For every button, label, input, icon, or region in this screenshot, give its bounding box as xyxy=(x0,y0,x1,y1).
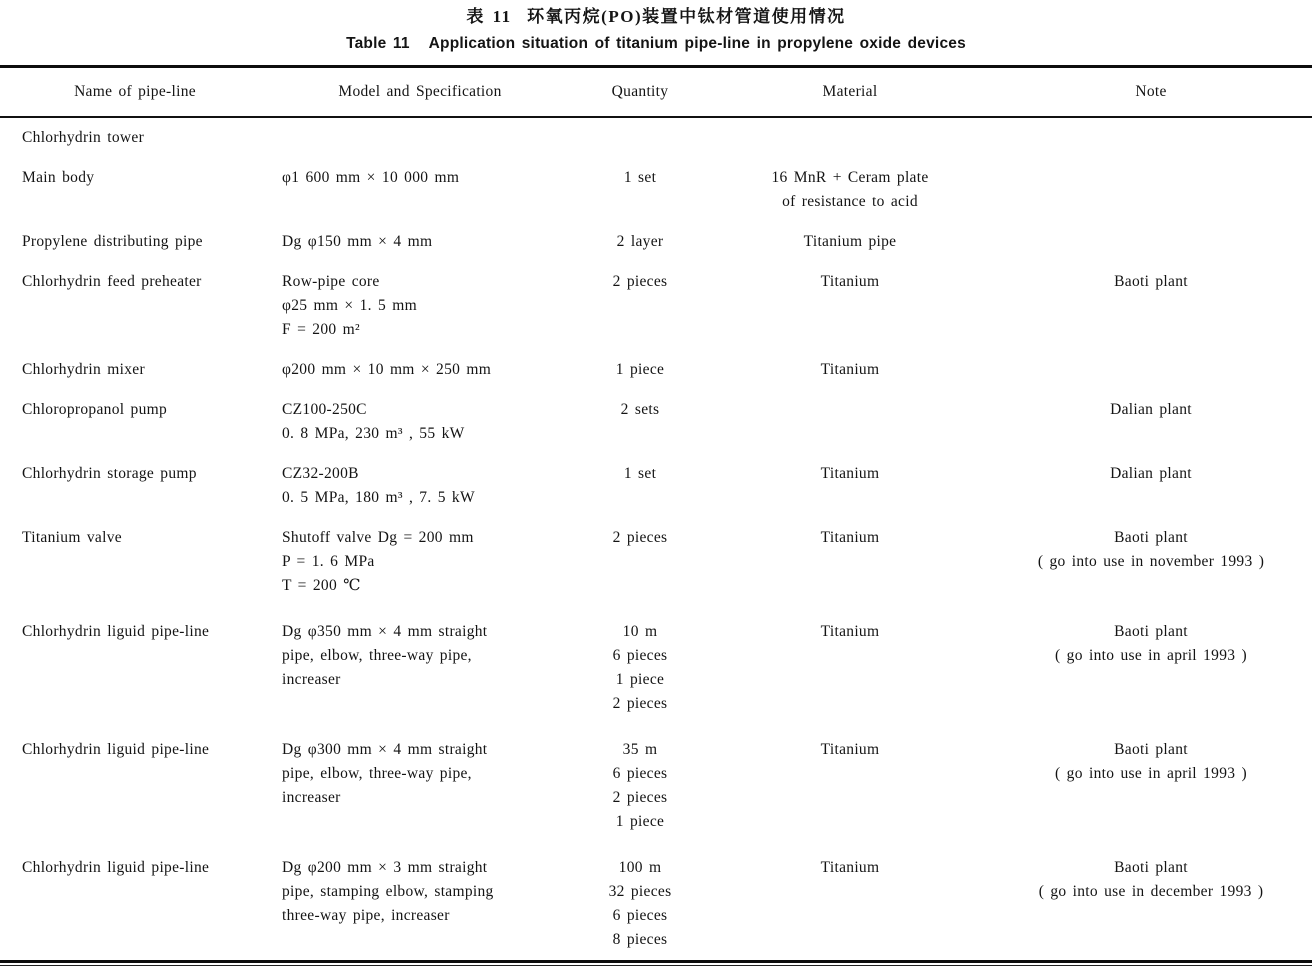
table-header-row xyxy=(0,68,1312,118)
cell-line: Titanium xyxy=(820,529,880,546)
table-title-en: Table 11 Application situation of titanium pipe-line in propylene oxide devices xyxy=(346,35,966,52)
cell-line: Baoti plant xyxy=(1114,741,1188,758)
cell-material xyxy=(710,398,990,446)
cell-line: φ25 mm × 1. 5 mm xyxy=(282,297,417,314)
cell-line: Titanium xyxy=(820,273,880,290)
cell-note xyxy=(990,526,1312,598)
cell-line: Shutoff valve Dg = 200 mm xyxy=(282,529,474,546)
cell-quantity xyxy=(570,738,710,834)
cell-name xyxy=(0,230,270,254)
cell-line: Dg φ200 mm × 3 mm straight xyxy=(282,859,488,876)
cell-note xyxy=(990,230,1312,254)
cell-line: F = 200 m² xyxy=(282,321,360,338)
cell-quantity xyxy=(570,126,710,150)
cell-line: 1 set xyxy=(623,169,657,186)
table-row xyxy=(0,518,1312,606)
cell-line: Propylene distributing pipe xyxy=(22,233,203,250)
cell-material xyxy=(710,230,990,254)
cell-line: increaser xyxy=(282,789,341,806)
cell-quantity xyxy=(570,166,710,214)
cell-line: Chlorhydrin mixer xyxy=(22,361,145,378)
column-header-model: Model and Specification xyxy=(338,83,502,100)
cell-name xyxy=(0,462,270,510)
cell-line: 6 pieces xyxy=(612,907,668,924)
table-row xyxy=(0,724,1312,842)
cell-line: 8 pieces xyxy=(612,931,668,948)
cell-line: Titanium xyxy=(820,859,880,876)
cell-name xyxy=(0,126,270,150)
cell-quantity xyxy=(570,358,710,382)
cell-line: Chlorhydrin feed preheater xyxy=(22,273,202,290)
cell-line: 2 sets xyxy=(620,401,660,418)
cell-model xyxy=(270,126,570,150)
cell-name xyxy=(0,270,270,342)
cell-line: Row-pipe core xyxy=(282,273,380,290)
cell-line: 6 pieces xyxy=(612,647,668,664)
column-header-name: Name of pipe-line xyxy=(74,83,196,100)
cell-line: 2 pieces xyxy=(612,789,668,806)
table-body xyxy=(0,118,1312,960)
cell-material xyxy=(710,620,990,716)
cell-model xyxy=(270,166,570,214)
cell-note xyxy=(990,166,1312,214)
cell-line: 10 m xyxy=(622,623,658,640)
cell-name xyxy=(0,358,270,382)
table-row xyxy=(0,222,1312,262)
cell-line: Chlorhydrin liguid pipe-line xyxy=(22,623,210,640)
cell-material xyxy=(710,526,990,598)
table-row xyxy=(0,118,1312,158)
cell-line: Dg φ350 mm × 4 mm straight xyxy=(282,623,488,640)
cell-line: 2 layer xyxy=(616,233,664,250)
cell-model xyxy=(270,358,570,382)
cell-quantity xyxy=(570,398,710,446)
cell-line: Chlorhydrin tower xyxy=(22,129,145,146)
cell-model xyxy=(270,738,570,834)
table-row xyxy=(0,262,1312,350)
cell-line: increaser xyxy=(282,671,341,688)
cell-line: 35 m xyxy=(622,741,658,758)
cell-line: 6 pieces xyxy=(612,765,668,782)
cell-quantity xyxy=(570,462,710,510)
cell-note xyxy=(990,856,1312,952)
cell-model xyxy=(270,856,570,952)
table-row xyxy=(0,158,1312,222)
table-bottom-rule xyxy=(0,960,1312,963)
cell-note xyxy=(990,126,1312,150)
cell-line: 32 pieces xyxy=(608,883,672,900)
cell-line: Titanium valve xyxy=(22,529,122,546)
cell-model xyxy=(270,526,570,598)
column-header-quantity: Quantity xyxy=(611,83,669,100)
cell-line: Baoti plant xyxy=(1114,623,1188,640)
cell-quantity xyxy=(570,620,710,716)
cell-line: CZ32-200B xyxy=(282,465,359,482)
cell-model xyxy=(270,620,570,716)
cell-line: Baoti plant xyxy=(1114,273,1188,290)
cell-line: 1 set xyxy=(623,465,657,482)
cell-line: 0. 8 MPa, 230 m³ , 55 kW xyxy=(282,425,465,442)
cell-line: Titanium xyxy=(820,741,880,758)
cell-line: 1 piece xyxy=(615,361,665,378)
cell-note xyxy=(990,270,1312,342)
cell-name xyxy=(0,526,270,598)
cell-name xyxy=(0,738,270,834)
table-row xyxy=(0,390,1312,454)
cell-note xyxy=(990,462,1312,510)
cell-line: 1 piece xyxy=(615,671,665,688)
cell-line: ( go into use in december 1993 ) xyxy=(1038,883,1264,900)
cell-note xyxy=(990,738,1312,834)
table-row xyxy=(0,350,1312,390)
cell-line: Titanium xyxy=(820,623,880,640)
cell-note xyxy=(990,358,1312,382)
cell-line: Baoti plant xyxy=(1114,859,1188,876)
cell-line: Titanium xyxy=(820,361,880,378)
cell-name xyxy=(0,856,270,952)
cell-line: 16 MnR + Ceram plate xyxy=(771,169,929,186)
cell-material xyxy=(710,856,990,952)
cell-material xyxy=(710,358,990,382)
table-row xyxy=(0,454,1312,518)
cell-line: T = 200 ℃ xyxy=(282,577,361,594)
cell-name xyxy=(0,620,270,716)
cell-line: Chlorhydrin liguid pipe-line xyxy=(22,741,210,758)
cell-line: φ1 600 mm × 10 000 mm xyxy=(282,169,460,186)
cell-line: 2 pieces xyxy=(612,273,668,290)
cell-note xyxy=(990,620,1312,716)
cell-material xyxy=(710,166,990,214)
cell-line: Dalian plant xyxy=(1110,401,1192,418)
cell-line: three-way pipe, increaser xyxy=(282,907,450,924)
cell-line: 2 pieces xyxy=(612,529,668,546)
column-header-note: Note xyxy=(1135,83,1167,100)
cell-line: 1 piece xyxy=(615,813,665,830)
cell-material xyxy=(710,462,990,510)
cell-line: pipe, stamping elbow, stamping xyxy=(282,883,494,900)
cell-line: 2 pieces xyxy=(612,695,668,712)
cell-line: Main body xyxy=(22,169,95,186)
cell-line: P = 1. 6 MPa xyxy=(282,553,375,570)
cell-name xyxy=(0,398,270,446)
cell-note xyxy=(990,398,1312,446)
cell-model xyxy=(270,398,570,446)
cell-line: Dg φ300 mm × 4 mm straight xyxy=(282,741,488,758)
table-row xyxy=(0,842,1312,960)
cell-line: pipe, elbow, three-way pipe, xyxy=(282,765,472,782)
cell-material xyxy=(710,738,990,834)
cell-line: Baoti plant xyxy=(1114,529,1188,546)
cell-material xyxy=(710,126,990,150)
cell-model xyxy=(270,462,570,510)
cell-line: CZ100-250C xyxy=(282,401,367,418)
cell-model xyxy=(270,270,570,342)
cell-line: 100 m xyxy=(618,859,662,876)
cell-name xyxy=(0,166,270,214)
cell-line: ( go into use in april 1993 ) xyxy=(1055,765,1247,782)
cell-line: pipe, elbow, three-way pipe, xyxy=(282,647,472,664)
table-row xyxy=(0,606,1312,724)
cell-line: Chloropropanol pump xyxy=(22,401,168,418)
cell-line: Titanium xyxy=(820,465,880,482)
cell-line: φ200 mm × 10 mm × 250 mm xyxy=(282,361,492,378)
cell-quantity xyxy=(570,230,710,254)
cell-line: ( go into use in april 1993 ) xyxy=(1055,647,1247,664)
cell-line: Dg φ150 mm × 4 mm xyxy=(282,233,433,250)
cell-line: 0. 5 MPa, 180 m³ , 7. 5 kW xyxy=(282,489,475,506)
cell-line: Titanium pipe xyxy=(803,233,897,250)
cell-quantity xyxy=(570,526,710,598)
cell-quantity xyxy=(570,856,710,952)
cell-line: Chlorhydrin storage pump xyxy=(22,465,197,482)
cell-quantity xyxy=(570,270,710,342)
column-header-material: Material xyxy=(822,83,878,100)
cell-model xyxy=(270,230,570,254)
cell-line: Dalian plant xyxy=(1110,465,1192,482)
cell-line: Chlorhydrin liguid pipe-line xyxy=(22,859,210,876)
table-title-zh: 表 11 环氧丙烷(PO)装置中钛材管道使用情况 xyxy=(466,7,846,26)
cell-material xyxy=(710,270,990,342)
cell-line: of resistance to acid xyxy=(782,193,918,210)
cell-line: ( go into use in november 1993 ) xyxy=(1037,553,1265,570)
